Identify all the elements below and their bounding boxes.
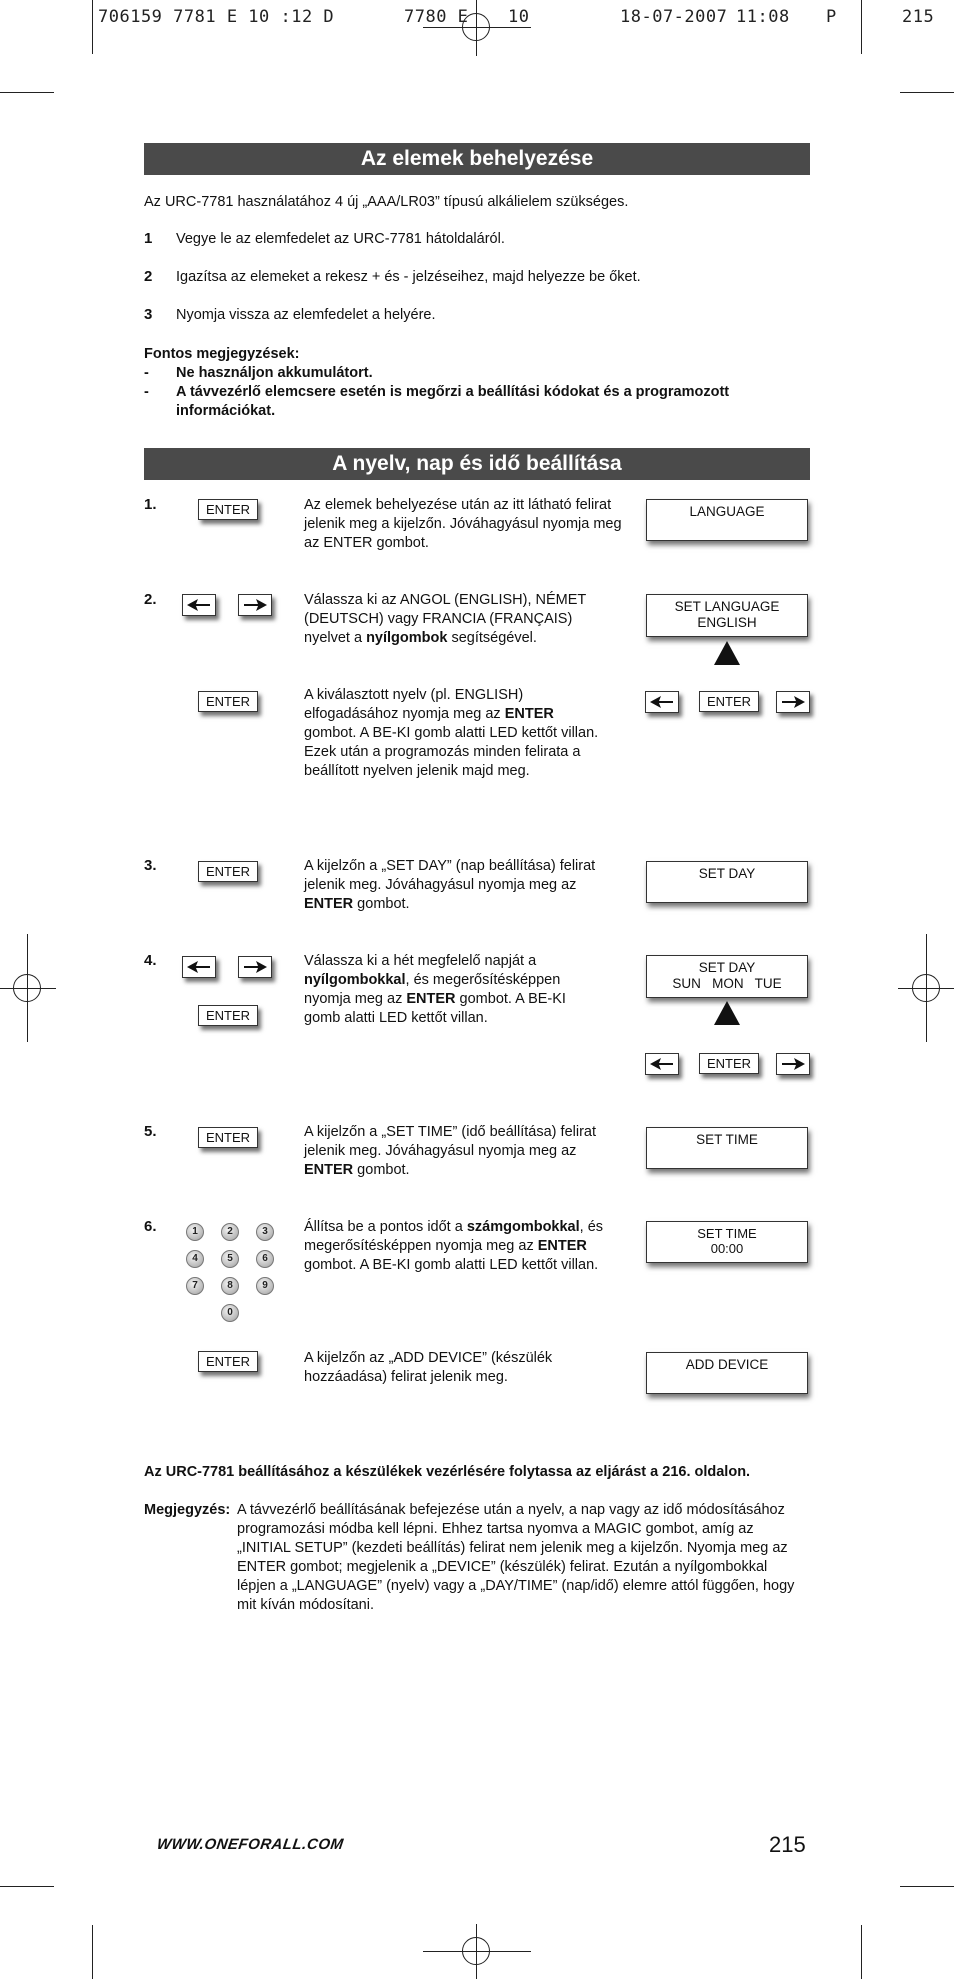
note-dash: - bbox=[144, 384, 149, 400]
lcd-text: ENGLISH bbox=[697, 615, 757, 630]
note-text: A távvezérlő beállításának befejezése után a nyelv, a nap vagy az idő módosításához programozási módba kell lépni. Ehhez tartsa nyomva a MAGIC gombot, amíg az „INITIAL SETUP” (kezdeti beállítás) felirat nem jelenik meg a kijelzőn. Nyomja meg az ENTER gombot; megjelenik a „DEVICE” (készülék) felirat. Ezután a nyílgombokkal lépjen a „LANGUAGE” (nyelv) vagy a „DAY/TIME” (nap/idő) elemre attól függően, hogy mit kíván módosítani. bbox=[237, 1502, 795, 1613]
key-4: 4 bbox=[186, 1250, 204, 1268]
key-3: 3 bbox=[256, 1223, 274, 1241]
key-2: 2 bbox=[221, 1223, 239, 1241]
enter-button: ENTER bbox=[198, 499, 258, 520]
left-arrow-button bbox=[182, 956, 216, 978]
lcd-display bbox=[646, 1221, 808, 1263]
battery-step-text: Vegye le az elemfedelet az URC-7781 hátoldaláról. bbox=[176, 231, 505, 247]
section-title-language: A nyelv, nap és idő beállítása bbox=[144, 448, 810, 480]
section-title-batteries: Az elemek behelyezése bbox=[144, 143, 810, 175]
crop-mark bbox=[0, 1886, 54, 1887]
step-number: 3. bbox=[144, 857, 157, 874]
step-number: 5. bbox=[144, 1123, 157, 1140]
step-number: 1. bbox=[144, 496, 157, 513]
print-file: 7780 E bbox=[404, 7, 469, 27]
lcd-text: SET DAY bbox=[698, 866, 756, 881]
crop-mark bbox=[0, 92, 54, 93]
print-job-id: 706159 7781 E 10 :12 D bbox=[98, 7, 335, 27]
print-date: 18-07-2007 bbox=[620, 7, 728, 27]
enter-button: ENTER bbox=[198, 1127, 258, 1148]
pointer-icon bbox=[714, 641, 740, 665]
right-arrow-button bbox=[776, 1053, 810, 1075]
lcd-text: SET TIME bbox=[697, 1226, 757, 1241]
lcd-display bbox=[646, 1352, 808, 1394]
left-arrow-button bbox=[645, 1053, 679, 1075]
page-number: 215 bbox=[769, 1832, 806, 1857]
note-text: A távvezérlő elemcsere esetén is megőrzi a beállítási kódokat és a programozott információkat. bbox=[176, 384, 730, 419]
lcd-text: SUN MON TUE bbox=[672, 976, 782, 991]
arrow-right-icon bbox=[777, 692, 809, 712]
arrow-left-icon bbox=[646, 692, 678, 712]
step-number: 4. bbox=[144, 952, 157, 969]
note-dash: - bbox=[144, 365, 149, 381]
note-text: Ne használjon akkumulátort. bbox=[176, 365, 373, 381]
step5-text: A kijelzőn a „SET TIME” (idő beállítása) felirat jelenik meg. Jóváhagyásul nyomja meg az ENTER gombot. bbox=[304, 1124, 596, 1178]
print-page-no: 215 bbox=[902, 7, 935, 27]
step-number: 1 bbox=[144, 230, 153, 247]
lcd-text: SET TIME bbox=[696, 1132, 758, 1147]
lcd-text: SET LANGUAGE bbox=[674, 599, 780, 614]
arrow-left-icon bbox=[183, 957, 215, 977]
step-number: 6. bbox=[144, 1218, 157, 1235]
print-time: 11:08 bbox=[736, 7, 790, 27]
enter-button: ENTER bbox=[699, 691, 759, 712]
arrow-right-icon bbox=[777, 1054, 809, 1074]
key-1: 1 bbox=[186, 1223, 204, 1241]
lcd-text: LANGUAGE bbox=[689, 504, 765, 519]
enter-button: ENTER bbox=[198, 1005, 258, 1026]
enter-button: ENTER bbox=[198, 691, 258, 712]
notes-title: Fontos megjegyzések: bbox=[144, 346, 300, 362]
battery-intro: Az URC-7781 használatához 4 új „AAA/LR03” típusú alkálielem szükséges. bbox=[144, 194, 629, 210]
continue-note: Az URC-7781 beállításához a készülékek vezérlésére folytassa az eljárást a 216. oldalon. bbox=[144, 1464, 751, 1480]
pointer-icon bbox=[714, 1001, 740, 1025]
step3-text: A kijelzőn a „SET DAY” (nap beállítása) felirat jelenik meg. Jóváhagyásul nyomja meg az ENTER gombot. bbox=[304, 858, 596, 912]
key-7: 7 bbox=[186, 1277, 204, 1295]
right-arrow-button bbox=[238, 956, 272, 978]
step1-text: Az elemek behelyezése után az itt látható felirat jelenik meg a kijelzőn. Jóváhagyásul nyomja meg az ENTER gombot. bbox=[304, 497, 622, 551]
step4-text: Válassza ki a hét megfelelő napját a nyílgombokkal, és megerősítésképpen nyomja meg az ENTER gombot. A BE-KI gomb alatti LED kettőt villan. bbox=[304, 953, 566, 1026]
lcd-text: SET DAY bbox=[698, 960, 756, 975]
lcd-display bbox=[646, 594, 808, 637]
print-pages: 10 bbox=[508, 7, 530, 27]
battery-step-text: Igazítsa az elemeket a rekesz + és - jelzéseihez, majd helyezze be őket. bbox=[176, 269, 641, 285]
right-arrow-button bbox=[776, 691, 810, 713]
left-arrow-button bbox=[645, 691, 679, 713]
print-plate: P bbox=[826, 7, 837, 27]
arrow-left-icon bbox=[646, 1054, 678, 1074]
enter-button: ENTER bbox=[699, 1053, 759, 1074]
step-number: 3 bbox=[144, 306, 153, 323]
crop-mark bbox=[861, 1925, 862, 1979]
crop-mark bbox=[861, 0, 862, 54]
key-9: 9 bbox=[256, 1277, 274, 1295]
arrow-left-icon bbox=[183, 595, 215, 615]
right-arrow-button bbox=[238, 594, 272, 616]
crop-mark bbox=[900, 1886, 954, 1887]
key-8: 8 bbox=[221, 1277, 239, 1295]
lcd-text: ADD DEVICE bbox=[685, 1357, 769, 1372]
crop-mark bbox=[900, 92, 954, 93]
lcd-display bbox=[646, 955, 808, 998]
step-number: 2 bbox=[144, 268, 153, 285]
website-logo: WWW.ONEFORALL.COM bbox=[155, 1836, 345, 1853]
arrow-right-icon bbox=[239, 957, 271, 977]
key-5: 5 bbox=[221, 1250, 239, 1268]
note-label: Megjegyzés: bbox=[144, 1502, 231, 1518]
lcd-display bbox=[646, 861, 808, 903]
key-6: 6 bbox=[256, 1250, 274, 1268]
enter-button: ENTER bbox=[198, 1351, 258, 1372]
crop-mark bbox=[92, 0, 93, 54]
lcd-display bbox=[646, 1127, 808, 1169]
step2a-text: Válassza ki az ANGOL (ENGLISH), NÉMET (DEUTSCH) vagy FRANCIA (FRANÇAIS) nyelvet a nyílgombok segítségével. bbox=[304, 592, 587, 646]
step6-text: Állítsa be a pontos időt a számgombokkal, és megerősítésképpen nyomja meg az ENTER gombot. A BE-KI gomb alatti LED kettőt villan. bbox=[304, 1219, 604, 1273]
step6b-text: A kijelzőn az „ADD DEVICE” (készülék hozzáadása) felirat jelenik meg. bbox=[304, 1350, 553, 1385]
left-arrow-button bbox=[182, 594, 216, 616]
enter-button: ENTER bbox=[198, 861, 258, 882]
lcd-text: 00:00 bbox=[710, 1241, 744, 1256]
key-0: 0 bbox=[221, 1304, 239, 1322]
battery-step-text: Nyomja vissza az elemfedelet a helyére. bbox=[176, 307, 436, 323]
arrow-right-icon bbox=[239, 595, 271, 615]
crop-mark bbox=[92, 1925, 93, 1979]
step-number: 2. bbox=[144, 591, 157, 608]
step2b-text: A kiválasztott nyelv (pl. ENGLISH) elfogadásához nyomja meg az ENTER gombot. A BE-KI gomb alatti LED kettőt villan. Ezek után a programozás minden felirata a beállított nyelven jelenik majd meg. bbox=[304, 687, 599, 779]
lcd-display bbox=[646, 499, 808, 541]
